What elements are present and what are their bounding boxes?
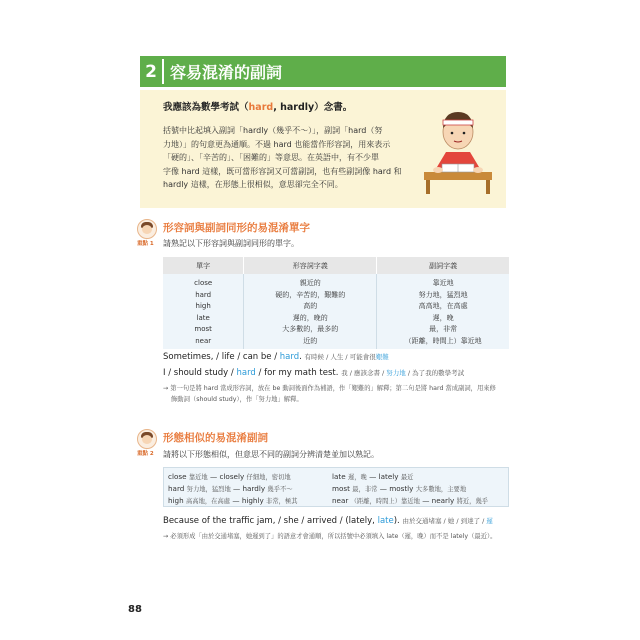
table-cell: 努力地，猛烈地 (418, 290, 468, 299)
table-cell: 高高地，在高處 (418, 302, 468, 311)
example-keyword: hard (236, 368, 256, 378)
adverb-pair: near （距離，時間上）靠近地 — nearly 將近，幾乎 (332, 496, 489, 505)
section1-title: 形容詞與副詞同形的易混淆單字 (163, 222, 310, 234)
example-en: ). (393, 516, 400, 526)
example-en-end: . (299, 352, 302, 362)
table-cell: most (194, 325, 212, 334)
badge-face (142, 435, 152, 444)
table-cell: 遲的，晚的 (292, 313, 328, 322)
pair-word: hardly (242, 484, 266, 493)
badge-face (142, 225, 152, 234)
example-cn-keyword: 遲 (486, 517, 493, 525)
example-keyword: late (377, 516, 394, 526)
adverb-pair: high 高高地，在高處 — highly 非常，極其 (168, 496, 298, 505)
page-number: 88 (128, 604, 142, 615)
pair-meaning: 高高地，在高處 (185, 498, 231, 505)
point-badge-avatar (137, 429, 157, 449)
table-cell: 最，非常 (429, 325, 458, 334)
pair-word: most (332, 484, 350, 493)
pair-word: nearly (431, 496, 455, 505)
section-number: 2 (145, 61, 157, 82)
table-cell: 近的 (303, 336, 318, 345)
example-cn: 我 / 應該念書 / (341, 369, 387, 377)
pair-meaning: 將近，幾乎 (456, 498, 489, 505)
pair-meaning: 努力地，猛烈地 (186, 486, 231, 493)
table-cell: high (195, 302, 211, 311)
table-cell: 大多數的，最多的 (282, 325, 339, 334)
question-highlight: hard (248, 102, 274, 113)
example-cn-keyword: 艱難 (375, 353, 389, 361)
adverb-pairs-column-1 (168, 471, 298, 507)
pair-word: late (332, 472, 346, 481)
pair-word: highly (241, 496, 264, 505)
pair-meaning: 遲，晚 (347, 474, 367, 481)
adjective-adverb-table (163, 257, 509, 349)
adverb-pair: late 遲，晚 — lately 最近 (332, 472, 414, 481)
adverb-pairs-column-2 (332, 471, 488, 507)
pair-meaning: 幾乎不～ (267, 486, 293, 493)
table-cell: 硬的，辛苦的，艱難的 (275, 290, 346, 299)
question-sentence (163, 99, 352, 113)
boy-studying-illustration (418, 100, 498, 196)
pair-meaning: （距離，時間上）靠近地 (350, 498, 420, 505)
example-sentence-3 (163, 516, 493, 526)
adverb-pair: most 最，非常 — mostly 大多數地，主要地 (332, 484, 467, 493)
pair-word: high (168, 496, 184, 505)
note-line: → 第一句是將 hard 當成形容詞，放在 be 動詞後面作為補語，作「艱難的」解釋；第二句是將 hard 當成副詞，用來修 (163, 385, 496, 392)
intro-line: 括號中比起填入副詞「hardly（幾乎不～）」，副詞「hard（努 (163, 126, 383, 135)
intro-line: 力地）」的句意更為通順。不過 hard 也能當作形容詞，用來表示 (163, 139, 391, 149)
intro-text (163, 124, 413, 192)
question-pre: 我應該為數學考試（ (163, 102, 249, 113)
example-sentence-1 (163, 352, 389, 362)
pair-word: hard (168, 484, 185, 493)
example-sentence-2 (163, 368, 464, 378)
example-en: I / should study / (163, 368, 237, 378)
note-line: 飾動詞（should study），作「努力地」解釋。 (171, 396, 303, 403)
pair-word: close (168, 472, 187, 481)
table-cell: 高的 (303, 302, 318, 311)
pair-word: closely (219, 472, 245, 481)
pair-word: near (332, 496, 349, 505)
pair-meaning: 最，非常 (352, 486, 378, 493)
section2-title: 形態相似的易混淆副詞 (163, 432, 268, 444)
intro-line: 字像 hard 這樣，既可當形容詞又可當副詞，也有些副詞像 hard 和 (163, 166, 402, 176)
example-keyword: hard (279, 352, 300, 362)
adverb-pair: hard 努力地，猛烈地 — hardly 幾乎不～ (168, 484, 293, 493)
intro-line: 「硬的」、「辛苦的」、「困難的」等意思。在英語中，有不少單 (163, 153, 379, 162)
table-header: 副詞字義 (377, 257, 509, 274)
explanation-note-1 (163, 383, 509, 405)
example-en: Because of the traffic jam, / she / arrived / (lately, (163, 516, 378, 526)
pair-meaning: 最近 (400, 474, 414, 481)
table-cell: 遲，晚 (432, 313, 454, 322)
table-header: 形容詞字義 (244, 257, 377, 274)
pair-meaning: 仔細地，密切地 (246, 474, 291, 481)
pair-word: lately (378, 472, 399, 481)
table-cell: near (195, 336, 212, 345)
table-cell: late (196, 313, 210, 322)
section-title: 容易混淆的副詞 (170, 63, 283, 82)
example-en: / for my math test. (255, 368, 339, 378)
point-badge-avatar (137, 219, 157, 239)
pair-meaning: 非常，極其 (266, 498, 298, 505)
adverb-pair: close 靠近地 — closely 仔細地，密切地 (168, 472, 291, 481)
header-divider (162, 59, 164, 84)
question-post: , hardly）念書。 (273, 102, 353, 113)
table-cell: hard (195, 290, 212, 299)
example-cn: 有時候 / 人生 / 可能會很 (304, 353, 376, 361)
example-cn: / 為了我的數學考試 (405, 369, 465, 377)
table-cell: 靠近地 (432, 279, 454, 287)
table-cell: close (194, 279, 213, 287)
pair-meaning: 大多數地，主要地 (415, 486, 467, 493)
example-cn: 由於交通堵塞 / 她 / 到達了 / (402, 517, 487, 525)
section2-subtitle: 請將以下形態相似，但意思不同的副詞分辨清楚並加以熟記。 (163, 450, 379, 459)
explanation-note-2: → 必須形成「由於交通堵塞，她遲到了」的語意才會通順，所以括號中必須填入 late（遲，晚）而不是 lately（最近）。 (163, 533, 497, 540)
table-column-words (163, 274, 244, 349)
table-header-row (163, 257, 509, 274)
table-column-adverb (377, 274, 509, 349)
pair-meaning: 靠近地 (188, 474, 208, 481)
table-cell: （距離，時間上）靠近地 (404, 336, 482, 345)
intro-line: hardly 這樣，在形態上很相似，意思卻完全不同。 (163, 180, 343, 189)
example-cn-keyword: 努力地 (386, 369, 406, 377)
table-cell: 親近的 (299, 279, 321, 287)
table-column-adjective (244, 274, 377, 349)
point-badge-label: 重點 2 (137, 451, 154, 457)
section1-subtitle: 請熟記以下形容詞與副詞同形的單字。 (163, 239, 299, 248)
point-badge-label: 重點 1 (137, 241, 154, 247)
table-body-row (163, 274, 509, 349)
example-en: Sometimes, / life / can be / (163, 352, 280, 362)
pair-word: mostly (389, 484, 414, 493)
table-header: 單字 (163, 257, 244, 274)
